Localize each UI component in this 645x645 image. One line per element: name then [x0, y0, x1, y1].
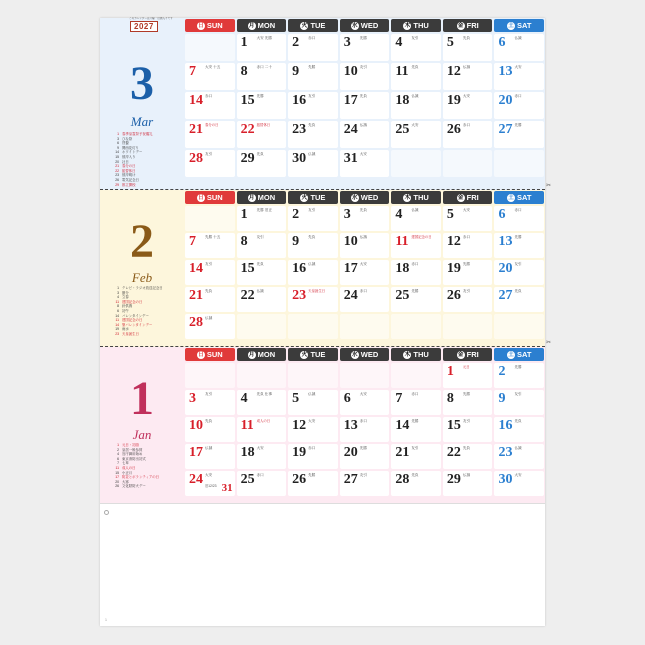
week-row [184, 416, 545, 443]
day-cell[interactable]: 18 赤口 [391, 260, 441, 285]
day-cell-empty [288, 314, 338, 339]
day-cell[interactable]: 13 先勝 [494, 233, 544, 258]
day-number-31: 31 [221, 482, 233, 494]
holiday-label: 振替休日 [256, 122, 271, 127]
day-cell[interactable]: 22 仏滅 [237, 287, 287, 312]
weeks-february [184, 205, 545, 340]
day-cell[interactable]: 4 先負 仕事 [237, 390, 287, 415]
month-block-march [100, 17, 551, 190]
week-row [184, 259, 545, 286]
day-cell[interactable]: 20 先勝 [340, 444, 390, 469]
day-cell[interactable]: 25 先勝 [391, 287, 441, 312]
note-item: 14 聖バレンタインデー [115, 322, 153, 327]
day-cell[interactable]: 11 建国記念の日 [391, 233, 441, 258]
calendar-grid-march [184, 18, 545, 189]
day-cell[interactable]: 11 先負 [391, 63, 441, 90]
year-badge: 2027 [130, 21, 158, 32]
month-block-february [100, 190, 551, 347]
holiday-label: 春分の日 [205, 122, 219, 127]
kanji-tue-icon: 火 [301, 351, 308, 358]
day-cell[interactable]: 27 友引 [340, 471, 390, 496]
day-cell[interactable]: 14 先勝 [391, 417, 441, 442]
kanji-sat-icon: 土 [508, 351, 514, 358]
kanji-sun-icon: 日 [198, 194, 204, 201]
note-item: 6 啓蟄 [117, 141, 129, 146]
note-item: 7 七草 [117, 461, 129, 466]
day-cell[interactable]: 23 天皇誕生日 [288, 287, 338, 312]
lunar-date-label: 旧12/23 [204, 484, 217, 488]
day-cell[interactable]: 10 友引 [340, 63, 390, 90]
day-cell[interactable]: 30 大安 [494, 471, 544, 496]
weekday-thu: 木 THU [391, 348, 441, 361]
day-cell-empty [391, 363, 441, 388]
month-number-january: 1 [130, 372, 154, 425]
note-item: 11 建国記念の日 [115, 318, 143, 323]
day-cell[interactable]: 15 先負 [237, 260, 287, 285]
note-item: 11 成人の日 [115, 465, 136, 470]
day-cell-empty [494, 150, 544, 177]
kanji-sat-icon: 土 [508, 22, 514, 29]
kanji-thu-icon: 木 [404, 194, 411, 201]
month-header-january [100, 347, 184, 503]
day-cell[interactable]: 26 赤口 [443, 121, 493, 148]
weekday-header-row [184, 18, 545, 33]
weekday-mon: 月 MON [237, 348, 287, 361]
day-cell[interactable]: 27 先勝 [494, 121, 544, 148]
day-cell[interactable]: 1 大安 先勝 [237, 34, 287, 61]
day-cell[interactable]: 1 先勝 旧正 [237, 206, 287, 231]
calendar-sheet [100, 17, 551, 626]
weekday-sun: 日 SUN [185, 19, 235, 32]
weekday-wed: 水 WED [340, 348, 390, 361]
top-note-march: このカレンダーは六曜・旧暦入りです [129, 17, 173, 20]
kanji-tue-icon: 火 [301, 194, 308, 201]
week-row [184, 362, 545, 389]
week-row [184, 62, 545, 91]
day-cell[interactable]: 7 大安 十五 [185, 63, 235, 90]
notes-list-march [106, 132, 182, 187]
day-cell[interactable]: 8 先勝 [443, 390, 493, 415]
day-cell[interactable]: 23 仏滅 [494, 444, 544, 469]
week-row [184, 91, 545, 120]
day-cell[interactable]: 16 先負 [494, 417, 544, 442]
day-cell[interactable]: 2 赤口 [288, 34, 338, 61]
note-item: 11 建国記念の日 [115, 299, 143, 304]
note-item: 1 元日・初詣 [117, 443, 139, 447]
day-cell-empty [443, 314, 493, 339]
day-cell[interactable]: 11 成人の日 [237, 417, 287, 442]
note-item: 15 彼岸入り [115, 154, 136, 159]
weekday-wed: 水 WED [340, 191, 390, 204]
day-cell-empty [391, 150, 441, 177]
day-cell[interactable]: 5 仏滅 [288, 390, 338, 415]
punch-hole-icon [104, 510, 109, 515]
calendar-grid-january [184, 347, 545, 503]
note-item: 1 春季皇霊祭予祝儀礼 [117, 132, 153, 136]
day-cell[interactable]: 17 先負 [340, 92, 390, 119]
day-cell[interactable]: 26 友引 [443, 287, 493, 312]
day-cell-empty [185, 206, 235, 231]
day-cell[interactable]: 29 先負 [237, 150, 287, 177]
day-cell-empty [391, 314, 441, 339]
week-row [184, 33, 545, 62]
kanji-thu-icon: 木 [404, 351, 411, 358]
holiday-label: 建国記念の日 [411, 234, 432, 239]
day-cell[interactable]: 8 赤口 二十 [237, 63, 287, 90]
note-item: 17 防災とボランティアの日 [115, 475, 160, 480]
week-row [184, 389, 545, 416]
day-cell[interactable]: 19 先勝 [443, 260, 493, 285]
day-cell[interactable]: 1 元日 [443, 363, 493, 388]
note-item: 22 振替休日 [115, 168, 136, 173]
day-cell[interactable]: 21 春分の日 [185, 121, 235, 148]
day-cell[interactable]: 12 大安 [288, 417, 338, 442]
day-cell[interactable]: 19 赤口 [288, 444, 338, 469]
day-cell[interactable]: 18 大安 [237, 444, 287, 469]
day-cell[interactable]: 9 友引 [494, 390, 544, 415]
day-cell-empty [237, 314, 287, 339]
day-cell[interactable]: 4 友引 [391, 34, 441, 61]
day-cell[interactable]: 8 友引 [237, 233, 287, 258]
day-cell[interactable]: 10 先負 [185, 417, 235, 442]
page-number: 1 [105, 618, 107, 622]
day-cell[interactable]: 14 赤口 [185, 92, 235, 119]
day-cell[interactable]: 17 仏滅 [185, 444, 235, 469]
day-cell[interactable]: 14 友引 [185, 260, 235, 285]
note-item: 23 天皇誕生日 [115, 331, 139, 336]
cut-mark: ✂ [545, 340, 551, 346]
note-item: 26 文化財防火デー [115, 484, 146, 489]
note-item: 9 関西花灯り [117, 145, 139, 150]
week-row [184, 120, 545, 149]
kanji-mon-icon: 月 [248, 351, 255, 358]
week-row [184, 232, 545, 259]
kanji-fri-icon: 金 [457, 351, 464, 358]
note-item: 20 社日 [115, 159, 129, 164]
weekday-sun: 日 SUN [185, 191, 235, 204]
day-cell[interactable]: 20 赤口 [494, 92, 544, 119]
weekday-fri: 金 FRI [443, 19, 493, 32]
day-cell[interactable]: 22 先負 [443, 444, 493, 469]
kanji-thu-icon: 木 [404, 22, 411, 29]
day-cell[interactable]: 18 仏滅 [391, 92, 441, 119]
weekday-fri: 金 FRI [443, 191, 493, 204]
kanji-tue-icon: 火 [301, 22, 308, 29]
week-row [184, 313, 545, 340]
week-row [184, 149, 545, 178]
weekday-mon: 月 MON [237, 191, 287, 204]
note-item: 23 彼岸明け [115, 173, 136, 178]
day-cell-empty [443, 150, 493, 177]
note-item: 26 電気記念日 [115, 177, 139, 182]
day-cell[interactable]: 21 友引 [391, 444, 441, 469]
day-cell[interactable]: 15 先勝 [237, 92, 287, 119]
month-name-february: Feb [131, 270, 153, 285]
weekday-tue: 火 TUE [288, 348, 338, 361]
day-cell-empty [494, 314, 544, 339]
day-cell[interactable]: 5 先負 [443, 34, 493, 61]
day-cell[interactable]: 30 仏滅 [288, 150, 338, 177]
day-cell[interactable]: 3 友引 [185, 390, 235, 415]
note-item: 8 針供養 [117, 304, 133, 309]
note-item: 4 立春 [117, 295, 129, 300]
holiday-label: 元日 [462, 364, 470, 369]
day-cell[interactable]: 24 仏滅 [340, 121, 390, 148]
day-cell[interactable]: 12 赤口 [443, 233, 493, 258]
day-cell[interactable]: 9 先勝 [288, 63, 338, 90]
day-cell[interactable]: 26 先勝 [288, 471, 338, 496]
weekday-header-row [184, 347, 545, 362]
day-cell[interactable]: 16 友引 [288, 92, 338, 119]
day-cell[interactable]: 31 大安 [340, 150, 390, 177]
day-cell-empty [185, 363, 235, 388]
note-item: 3 ひな祭 [117, 136, 133, 141]
week-row [184, 470, 545, 497]
weekday-header-row [184, 190, 545, 205]
day-cell-empty [185, 34, 235, 61]
day-cell[interactable]: 22 振替休日 [237, 121, 287, 148]
day-cell[interactable]: 6 仏滅 [494, 34, 544, 61]
weekday-sat: 土 SAT [494, 191, 544, 204]
day-cell[interactable]: 3 先勝 [340, 34, 390, 61]
day-cell[interactable]: 25 赤口 [237, 471, 287, 496]
month-name-january: Jan [132, 427, 152, 442]
note-item: 1 テレビ・ラジオ放送記念日 [117, 286, 163, 290]
cut-mark: ✂ [545, 183, 551, 189]
weeks-march [184, 33, 545, 178]
day-cell[interactable]: 29 仏滅 [443, 471, 493, 496]
weekday-fri: 金 FRI [443, 348, 493, 361]
day-cell[interactable]: 23 先負 [288, 121, 338, 148]
day-cell[interactable]: 12 仏滅 [443, 63, 493, 90]
kanji-sun-icon: 日 [198, 22, 204, 29]
day-cell-empty [237, 363, 287, 388]
day-cell[interactable]: 17 大安 [340, 260, 390, 285]
month-number-february: 2 [130, 215, 154, 268]
day-cell[interactable]: 3 先負 [340, 206, 390, 231]
kanji-sat-icon: 土 [508, 194, 514, 201]
day-cell[interactable]: 24 赤口 [340, 287, 390, 312]
day-cell[interactable]: 16 仏滅 [288, 260, 338, 285]
day-cell[interactable]: 21 先負 [185, 287, 235, 312]
day-cell[interactable]: 13 大安 [494, 63, 544, 90]
day-cell[interactable]: 5 大安 [443, 206, 493, 231]
day-cell-empty [340, 314, 390, 339]
note-item: 29 都立開校 [115, 182, 136, 187]
kanji-fri-icon: 金 [457, 22, 464, 29]
month-header-march [100, 18, 184, 189]
note-item: 4 官庁御用始め [117, 452, 143, 457]
weekday-mon: 月 MON [237, 19, 287, 32]
note-item: 21 春分の日 [115, 164, 136, 169]
weekday-sat: 土 SAT [494, 19, 544, 32]
day-cell[interactable]: 28 先負 [391, 471, 441, 496]
day-cell[interactable]: 20 友引 [494, 260, 544, 285]
note-item: 14 ホワイトデー [115, 150, 143, 155]
weekday-thu: 木 THU [391, 19, 441, 32]
notes-list-january [106, 443, 182, 489]
day-cell[interactable]: 7 先勝 十五 [185, 233, 235, 258]
day-cell[interactable]: 2 先勝 [494, 363, 544, 388]
day-cell[interactable]: 19 大安 [443, 92, 493, 119]
day-cell[interactable]: 6 大安 [340, 390, 390, 415]
day-cell[interactable]: 10 仏滅 [340, 233, 390, 258]
kanji-wed-icon: 水 [352, 194, 358, 201]
weekday-wed: 水 WED [340, 19, 390, 32]
day-cell-empty [288, 363, 338, 388]
weekday-sun: 日 SUN [185, 348, 235, 361]
month-number-march: 3 [130, 57, 154, 110]
week-row [184, 205, 545, 232]
day-cell[interactable]: 28 友引 [185, 150, 235, 177]
day-cell[interactable]: 27 先負 [494, 287, 544, 312]
kanji-wed-icon: 水 [352, 22, 358, 29]
week-row [184, 443, 545, 470]
day-cell[interactable]: 9 先負 [288, 233, 338, 258]
month-header-february [100, 190, 184, 346]
holiday-label: 天皇誕生日 [308, 288, 326, 293]
note-item: 15 小正月 [115, 470, 133, 475]
note-item: 6 初午 [117, 308, 129, 313]
kanji-sun-icon: 日 [198, 351, 204, 358]
notes-list-february [106, 286, 182, 337]
month-block-january [100, 347, 545, 504]
holiday-label: 成人の日 [256, 418, 271, 423]
week-row [184, 286, 545, 313]
note-item: 2 皇居一般参賀 [117, 447, 143, 452]
day-cell[interactable]: 6 赤口 [494, 206, 544, 231]
weekday-tue: 火 TUE [288, 19, 338, 32]
day-cell[interactable]: 2 友引 [288, 206, 338, 231]
kanji-mon-icon: 月 [248, 22, 255, 29]
kanji-wed-icon: 水 [352, 351, 358, 358]
sheet-footer [100, 504, 545, 626]
calendar-grid-february [184, 190, 545, 346]
day-cell-empty [340, 363, 390, 388]
day-cell[interactable]: 25 大安 [391, 121, 441, 148]
day-cell[interactable]: 7 赤口 [391, 390, 441, 415]
note-item: 14 バレンタインデー [115, 313, 149, 318]
weekday-thu: 木 THU [391, 191, 441, 204]
month-name-march: Mar [130, 114, 154, 129]
day-cell[interactable]: 24 大安 旧12/23 31 [185, 471, 235, 496]
kanji-fri-icon: 金 [457, 194, 464, 201]
kanji-mon-icon: 月 [248, 194, 255, 201]
note-item: 20 大寒 [115, 479, 129, 484]
note-item: 3 節分 [117, 290, 129, 295]
day-cell[interactable]: 4 仏滅 [391, 206, 441, 231]
note-item: 6 東京消防出初式 [117, 456, 146, 461]
day-cell[interactable]: 13 赤口 [340, 417, 390, 442]
weekday-sat: 土 SAT [494, 348, 544, 361]
day-cell[interactable]: 15 友引 [443, 417, 493, 442]
day-cell[interactable]: 28 仏滅 [185, 314, 235, 339]
weeks-january [184, 362, 545, 497]
note-item: 19 雨水 [115, 327, 129, 332]
weekday-tue: 火 TUE [288, 191, 338, 204]
